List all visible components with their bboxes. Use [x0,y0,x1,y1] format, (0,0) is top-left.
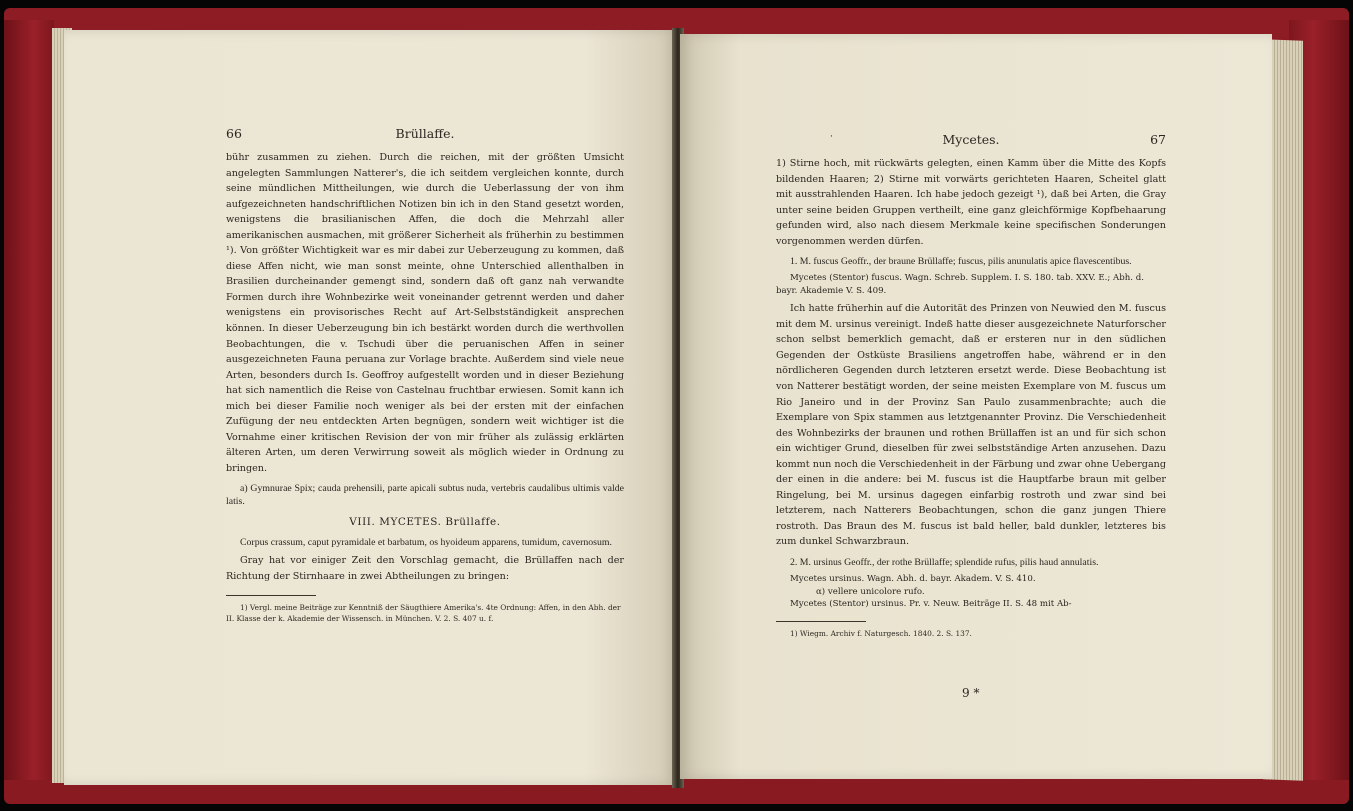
body-paragraph: Gray hat vor einiger Zeit den Vorschlag gemacht, die Brüllaffen nach der Richtung der Stirnhaare in zwei Abtheilungen zu bringen: [226,555,624,583]
synonymy: Mycetes (Stentor) ursinus. Pr. v. Neuw. Beiträge II. S. 48 mit Ab- [790,599,1072,610]
synonymy-variety: α) vellere unicolore rufo. [816,586,925,597]
body-paragraph: bühr zusammen zu ziehen. Durch die reichen, mit der größten Umsicht angelegten Sammlungen Natterer's, die ich seitdem vergleichen konnte, durch seine mündlichen Mittheilungen, wie durch die Ueberlassung der von ihm aufgezeichneten handschriftlichen Notizen bin ich in den Stand gesetzt worden, wenigstens die brasilianischen Affen, die doch die Mehrzahl aller amerikanischen ausmachen, mit größerer Sicherheit als früherhin zu bestimmen ¹). Von größter Wichtigkeit war es mir dabei zur Ueberzeugung zu kommen, daß diese Affen nicht, wie man sonst meinte, ohne Unterschied allenthalben in Brasilien durcheinander gemengt sind, sondern daß oft ganz nah verwandte Formen durch ihre Wohnbezirke weit voneinander getrennt werden und daher wenigstens ein provisorisches Recht auf Art-Selbstständigkeit ansprechen können. In dieser Ueberzeugung bin ich bestärkt worden durch die werthvollen Beobachtungen, die v. Tschudi über die peruanischen Affen in seiner ausgezeichneten Fauna peruana zur Vorlage brachte. Außerdem sind viele neue Arten, besonders durch Is. Geoffroy aufgestellt worden und in dieser Beziehung hat sich namentlich die Reise von Castelnau fruchtbar erwiesen. Somit kann ich mich bei dieser Familie noch weniger als bei der ersten mit der einfachen Zufügung der neu entdeckten Arten begnügen, sondern weit wichtiger ist die Vornahme einer kritischen Revision der von mir früher als zulässig erklärten älteren Arten, um deren Verwirrung soweit als möglich wieder in Ordnung zu bringen. [226,152,624,474]
page-number: 67 [1150,132,1166,147]
footnote: 1) Vergl. meine Beiträge zur Kenntniß der Säugthiere Amerika's. 4te Ordnung: Affen, in den Abh. der II. Klasse der k. Akademie der Wissensch. in München. V. 2. S. 407 u. f. [226,602,621,623]
section-title: VIII. MYCETES. Brüllaffe. [349,516,501,529]
right-page-content [776,132,1166,639]
signature-mark: 9 * [962,686,980,700]
body-paragraph: Ich hatte früherhin auf die Autorität des Prinzen von Neuwied den M. fuscus mit dem M. ursinus vereinigt. Indeß hatte dieser ausgezeichnete Naturforscher schon selbst bemerklich gemacht, daß er ersteren nur in den südlichen Gegenden der Ostküste Brasiliens angetroffen habe, während er in den nördlicheren Gegenden durch letzteren ersetzt werde. Diese Beobachtung ist von Natterer bestätigt worden, der seine meisten Exemplare von M. fuscus um Rio Janeiro und in der Provinz San Paulo zusammenbrachte; auch die Exemplare von Spix stammen aus letztgenannter Provinz. Die Verschiedenheit des Wohnbezirks der braunen und rothen Brüllaffen ist an und für sich schon ein wichtiger Grund, dieselben für zwei selbstständige Arten anzusehen. Dazu kommt nun noch die Verschiedenheit in der Färbung und zwar ohne Uebergang der einen in die andere: bei M. fuscus ist die Hauptfarbe braun mit gelber Ringelung, bei M. ursinus dagegen einfarbig rostroth und zwar sind bei letzterem, nach Natterers Beobachtungen, schon die ganz jungen Thiere rostroth. Das Braun des M. fuscus ist bald heller, bald dunkler, letzteres bis zum dunkel Schwarzbraun. [776,303,1166,548]
body-paragraph: 1) Stirne hoch, mit rückwärts gelegten, einen Kamm über die Mitte des Kopfs bildenden Haaren; 2) Stirne mit vorwärts gerichteten Haaren, Scheitel glatt mit ausstrahlenden Haaren. Ich habe jedoch gezeigt ¹), daß bei Arten, die Gray unter seine beiden Gruppen vertheilt, eine ganz gleichförmige Kopfbehaarung gefunden wird, also nach diesem Merkmale keine specifischen Sonderungen vorgenommen werden dürfen. [776,158,1166,247]
species-heading: 1. M. fuscus Geoffr., der braune Brüllaffe; fuscus, pilis anunulatis apice flavescentibus. [790,256,1132,268]
left-page [64,30,676,785]
footnote: 1) Wiegm. Archiv f. Naturgesch. 1840. 2. S. 137. [790,628,972,638]
synonymy: Mycetes (Stentor) fuscus. Wagn. Schreb. Supplem. I. S. 180. tab. XXV. E.; Abh. d. bayr. Akademie V. S. 409. [776,273,1144,296]
cover-left-edge [4,20,54,780]
synonymy: Mycetes ursinus. Wagn. Abh. d. bayr. Akadem. V. S. 410. [790,574,1036,585]
left-page-header [226,126,624,144]
right-page [680,34,1272,779]
running-title: Mycetes. [942,132,1000,147]
latin-diagnosis: a) Gymnurae Spix; cauda prehensili, parte apicali subtus nuda, vertebris caudalibus ultimis valde latis. [226,483,624,508]
right-page-header [776,132,1166,150]
page-number: 66 [226,126,242,141]
footnote-rule [226,595,316,596]
ink-mark: · [830,132,833,142]
footnote-rule [776,621,866,622]
left-page-content [226,126,624,624]
running-title: Brüllaffe. [395,126,455,141]
latin-diagnosis: Corpus crassum, caput pyramidale et barbatum, os hyoideum apparens, tumidum, cavernosum. [240,537,612,549]
species-heading: 2. M. ursinus Geoffr., der rothe Brüllaffe; splendide rufus, pilis haud annulatis. [790,557,1099,569]
